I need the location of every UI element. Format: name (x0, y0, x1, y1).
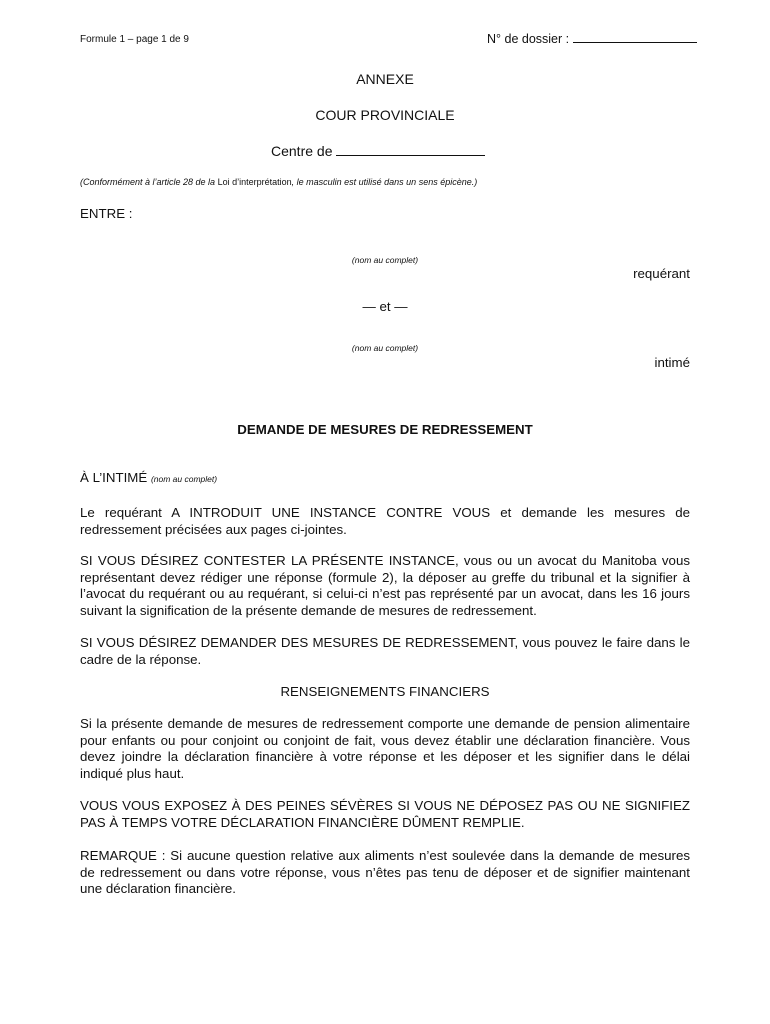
paragraph-contest: SI VOUS DÉSIREZ CONTESTER LA PRÉSENTE INSTANCE, vous ou un avocat du Manitoba vous représentant devez rédiger une réponse (formule 2), la déposer au greffe du tribunal et la signifier à l’avocat du requérant ou au requérant, si celui-ci n’est pas représenté par un avocat, dans les 16 jours suivant la signification de la présente demande de mesures de redressement. (80, 553, 690, 618)
note-law-name: Loi d’interprétation (217, 177, 292, 187)
applicant-name-hint: (nom au complet) (351, 255, 419, 265)
and-separator: — et — (362, 299, 408, 314)
note-before: (Conformément à l’article 28 de la (80, 177, 218, 187)
dossier-number-field[interactable] (487, 31, 697, 46)
applicant-role: requérant (633, 266, 690, 281)
centre-field[interactable] (271, 143, 485, 159)
centre-blank[interactable] (336, 143, 485, 156)
form-page-indicator: Formule 1 – page 1 de 9 (80, 34, 189, 45)
paragraph-instance: Le requérant A INTRODUIT UNE INSTANCE CONTRE VOUS et demande les mesures de redressement précisées aux pages ci-jointes. (80, 505, 690, 537)
respondent-name-hint: (nom au complet) (351, 343, 419, 353)
paragraph-penalty-warning: VOUS VOUS EXPOSEZ À DES PEINES SÉVÈRES SI VOUS NE DÉPOSEZ PAS OU NE SIGNIFIEZ PAS À TEMPS VOTRE DÉCLARATION FINANCIÈRE DÛMENT REMPLIE. (80, 798, 690, 830)
addressee-hint: (nom au complet) (150, 474, 218, 484)
between-label: ENTRE : (80, 206, 133, 221)
court-title: COUR PROVINCIALE (315, 107, 455, 123)
dossier-number-blank[interactable] (573, 31, 697, 43)
interpretation-note (80, 177, 477, 187)
note-after: , le masculin est utilisé dans un sens épicène.) (291, 177, 478, 187)
dossier-label: N° de dossier : (487, 32, 570, 46)
addressee (80, 470, 217, 485)
paragraph-financial-statement: Si la présente demande de mesures de redressement comporte une demande de pension alimentaire pour enfants ou pour conjoint ou conjoint de fait, vous devez établir une déclaration financière. Vous devez joindre la déclaration financière à votre réponse et les déposer et les signifier dans le délai indiqué plus haut. (80, 716, 690, 781)
annexe-title: ANNEXE (356, 71, 414, 87)
centre-label: Centre de (271, 143, 333, 159)
paragraph-request: SI VOUS DÉSIREZ DEMANDER DES MESURES DE REDRESSEMENT, vous pouvez le faire dans le cadre de la réponse. (80, 635, 690, 667)
paragraph-remark: REMARQUE : Si aucune question relative aux aliments n’est soulevée dans la demande de mesures de redressement ou dans votre réponse, vous n’êtes pas tenu de déposer et de signifier maintenant une déclaration financière. (80, 848, 690, 896)
respondent-role: intimé (654, 355, 690, 370)
addressee-label: À L’INTIMÉ (80, 470, 148, 485)
financial-heading: RENSEIGNEMENTS FINANCIERS (280, 684, 490, 699)
document-title: DEMANDE DE MESURES DE REDRESSEMENT (237, 422, 533, 437)
